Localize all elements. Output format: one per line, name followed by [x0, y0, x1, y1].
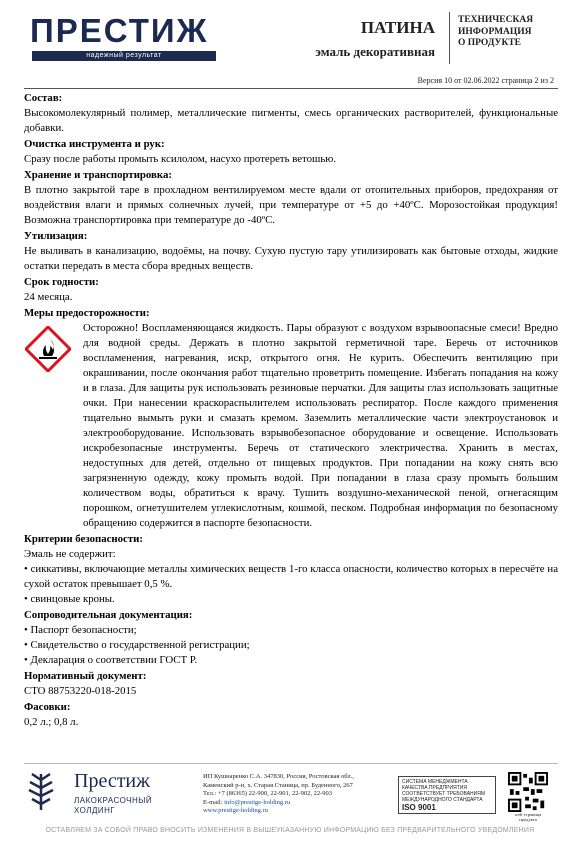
- qr-caption: [500, 812, 556, 822]
- product-subtitle: эмаль декоративная: [315, 44, 435, 59]
- docs-item-1: • Паспорт безопасности;: [24, 624, 137, 636]
- safety-item-1: • сиккативы, включающие металлы химических веществ 1-го класса опасности, количество которых в пересчёте на сухой остаток превышает 0,5 %.: [24, 563, 558, 590]
- phone-line: Тел.: +7 (86365) 22-900, 22-901, 22-902, 22-903: [203, 790, 333, 797]
- footer-brand-sub: [74, 796, 152, 816]
- precautions-heading: Меры предосторожности:: [24, 307, 150, 319]
- doc-type-label: [458, 15, 568, 50]
- flammable-hazard-icon: [25, 326, 71, 372]
- prestige-logo: [30, 12, 218, 59]
- document-header: [0, 0, 580, 72]
- docs-heading: Сопроводительная документация:: [24, 609, 193, 621]
- qr-code-icon[interactable]: [508, 772, 548, 812]
- normative-heading: Нормативный документ:: [24, 670, 147, 682]
- normative-text: СТО 88753220-018-2015: [24, 685, 137, 697]
- packaging-text: 0,2 л.; 0,8 л.: [24, 716, 79, 728]
- iso-certification-badge: [398, 776, 496, 814]
- doc-type-line1: ТЕХНИЧЕСКАЯ: [458, 15, 534, 25]
- shelf-life-heading: Срок годности:: [24, 276, 99, 288]
- precautions-text: Осторожно! Воспламеняющаяся жидкость. Пары образуют с воздухом взрывоопасные смеси! Вредно для водной среды. Держать в плотно закрытой герметичной таре. Беречь от источников воспламенения, нагревания, искр, открытого огня. Не курить. Обеспечить вентиляцию при окрашивании, после окончания работ тщательно проветрить помещение. Избегать попадания на кожу и в глаза. Для защиты рук использовать резиновые перчатки. Для защиты глаз использовать защитные очки. При нанесении краскораспылителем использовать респиратор. После каждого применения тщательно вымыть руки и смазать кремом. Заземлить металлические части электроустановок и электрооборудование. Использовать взрывобезопасное оборудование и освещение. Использовать искробезопасные инструменты. Беречь от статического электричества. Хранить в местах, недоступных для детей, отдельно от пищевых продуктов. При попадании на кожу снять всю загрязненную одежду, кожу промыть водой. При попадании в глаза сразу промыть большим количеством воды, обратиться к врачу. Тушить воздушно-механической пеной, огнегасящим порошком, огнетушителем углекислотным, кошмой, песком. Подробная информация по безопасному обращению содержится в паспорте безопасности.: [83, 322, 558, 529]
- precautions-block: [24, 321, 558, 531]
- doc-type-line3: О ПРОДУКТЕ: [458, 38, 522, 48]
- holding-logo-icon: [26, 772, 56, 812]
- iso-line-2: КАЧЕСТВА ПРЕДПРИЯТИЯ: [402, 785, 467, 791]
- iso-line-1: СИСТЕМА МЕНЕДЖМЕНТА: [402, 779, 468, 785]
- composition-heading: Состав:: [24, 92, 63, 104]
- email-line: [203, 799, 393, 808]
- header-rule: [24, 88, 558, 89]
- footer-address: [203, 773, 393, 816]
- qr-caption-line2: продукта: [519, 817, 537, 822]
- packaging-heading: Фасовки:: [24, 701, 71, 713]
- cleaning-heading: Очистка инструмента и рук:: [24, 138, 165, 150]
- doc-type-line2: ИНФОРМАЦИЯ: [458, 26, 532, 37]
- footer-brand: Престиж: [74, 770, 150, 792]
- email-link[interactable]: info@prestige-holding.ru: [224, 798, 291, 806]
- version-info: Версия 10 от 02.06.2022 страница 2 из 2: [417, 76, 554, 85]
- iso-line-3: СООТВЕТСТВУЕТ ТРЕБОВАНИЯМ: [402, 791, 486, 797]
- disclaimer-text: ОСТАВЛЯЕМ ЗА СОБОЙ ПРАВО ВНОСИТЬ ИЗМЕНЕНИЯ В ВЫШЕУКАЗАННУЮ ИНФОРМАЦИЮ БЕЗ ПРЕДВАРИТЕЛЬНОГО УВЕДОМЛЕНИЯ: [45, 827, 535, 834]
- header-divider: [449, 12, 450, 64]
- shelf-life-text: 24 месяца.: [24, 291, 73, 303]
- qr-caption-line1: web-страница: [514, 812, 542, 817]
- cleaning-text: Сразу после работы промыть ксилолом, насухо протереть ветошью.: [24, 153, 337, 165]
- website-link[interactable]: www.prestige-holding.ru: [203, 807, 268, 814]
- product-name: ПАТИНА: [360, 18, 435, 37]
- safety-item-2: • свинцовые кроны.: [24, 593, 115, 605]
- email-label: E-mail:: [203, 798, 225, 806]
- storage-text: В плотно закрытой таре в прохладном вентилируемом месте вдали от отопительных приборов, предохраняя от воздействия влаги и прямых солнечных лучей, при температуре от +5 до +40ºС. Морозостойкая продукция! Возможна транспортировка при температуре до -40ºС.: [24, 184, 558, 226]
- footer-rule: [24, 763, 558, 764]
- docs-item-3: • Декларация о соответствии ГОСТ Р.: [24, 654, 198, 666]
- document-body: [24, 91, 558, 730]
- docs-item-2: • Свидетельство о государственной регистрации;: [24, 639, 250, 651]
- disposal-heading: Утилизация:: [24, 230, 88, 242]
- iso-standard: ISO 9001: [402, 803, 436, 812]
- logo-text: ПРЕСТИЖ: [30, 12, 209, 49]
- storage-heading: Хранение и транспортировка:: [24, 169, 172, 181]
- footer-brand-sub-line2: ХОЛДИНГ: [74, 806, 116, 815]
- logo-tagline: надежный результат: [86, 52, 162, 59]
- address-line-1: ИП Кушнаренко С.А. 347830, Россия, Ростовская обл.,: [203, 773, 354, 780]
- disposal-text: Не выливать в канализацию, водоёмы, на почву. Сухую пустую тару утилизировать как бытовые отходы, жидкие остатки передать в места сбора вредных веществ.: [24, 245, 558, 272]
- iso-line-4: МЕЖДУНАРОДНОГО СТАНДАРТА: [402, 797, 483, 803]
- safety-intro: Эмаль не содержит:: [24, 548, 116, 560]
- safety-heading: Критерии безопасности:: [24, 533, 143, 545]
- footer-brand-sub-line1: ЛАКОКРАСОЧНЫЙ: [74, 796, 153, 805]
- address-line-2: Каменский р-н, х. Старая Станица, пр. Буденного, 267: [203, 781, 353, 789]
- composition-text: Высокомолекулярный полимер, металлические пигменты, смесь органических растворителей, функциональные добавки.: [24, 107, 558, 134]
